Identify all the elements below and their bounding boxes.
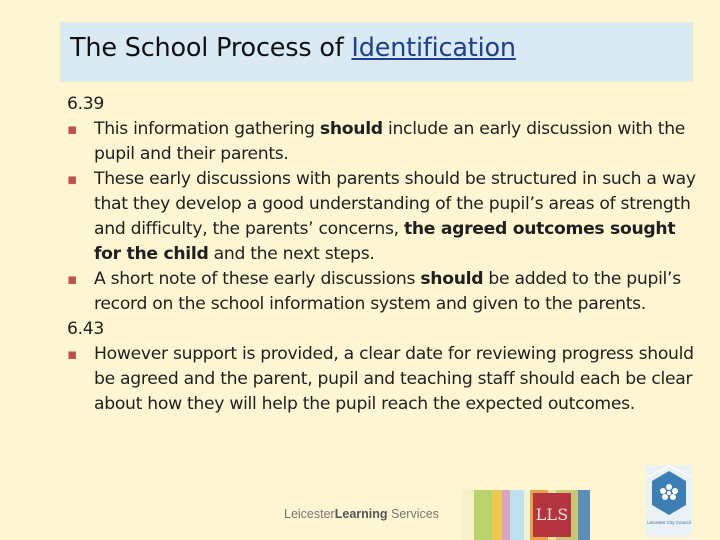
square-bullet-icon xyxy=(67,167,77,193)
lls-logo: LLS xyxy=(533,493,571,537)
footer-org-bold: Learning xyxy=(334,507,388,521)
footer-stripe xyxy=(510,490,524,540)
emphasis-text: should xyxy=(319,119,383,139)
bullet-item xyxy=(67,167,697,267)
bullet-text: However support is provided, a clear date for reviewing progress should be agreed and the parent, pupil and teaching staff should each be clear about how they will help the pupil reach the expected outcomes. xyxy=(94,344,694,414)
footer-stripe xyxy=(474,490,492,540)
square-bullet-icon xyxy=(67,267,77,293)
council-crest-icon xyxy=(646,465,692,537)
bullet-text: and the next steps. xyxy=(208,244,375,264)
footer-organisation xyxy=(284,507,439,521)
bullet-text: A short note of these early discussions xyxy=(94,269,421,289)
bullet-text: These early discussions with parents should be structured in such a way that they develop a good understanding of the pupil’s areas of strength and difficulty, the parents’ concerns, xyxy=(94,169,696,239)
section-number: 6.43 xyxy=(67,319,105,339)
page-title xyxy=(70,33,516,63)
bullet-text: This information gathering xyxy=(94,119,320,139)
square-bullet-icon xyxy=(67,342,77,368)
council-name: Leicester City Council xyxy=(647,520,691,525)
footer-stripe xyxy=(492,490,502,540)
title-box xyxy=(60,22,693,82)
footer-org-suffix: Services xyxy=(387,507,439,521)
bullet-text: include an early discussion with the pupil and their parents. xyxy=(94,119,686,164)
bullet-item xyxy=(67,267,697,317)
emphasis-text: the agreed outcomes sought for the child xyxy=(94,219,676,264)
slide-content xyxy=(67,92,697,417)
section-number: 6.39 xyxy=(67,94,105,114)
bullet-item xyxy=(67,117,697,167)
footer-org-prefix: Leicester xyxy=(284,507,335,521)
identification-link[interactable]: Identification xyxy=(351,33,516,63)
emphasis-text: should xyxy=(420,269,484,289)
footer-stripe xyxy=(502,490,510,540)
square-bullet-icon xyxy=(67,117,77,143)
footer-stripe xyxy=(462,490,474,540)
footer-stripe xyxy=(578,490,590,540)
bullet-item xyxy=(67,342,697,417)
bullet-text: be added to the pupil’s record on the school information system and given to the parents. xyxy=(94,269,681,314)
title-prefix: The School Process of xyxy=(70,33,352,63)
